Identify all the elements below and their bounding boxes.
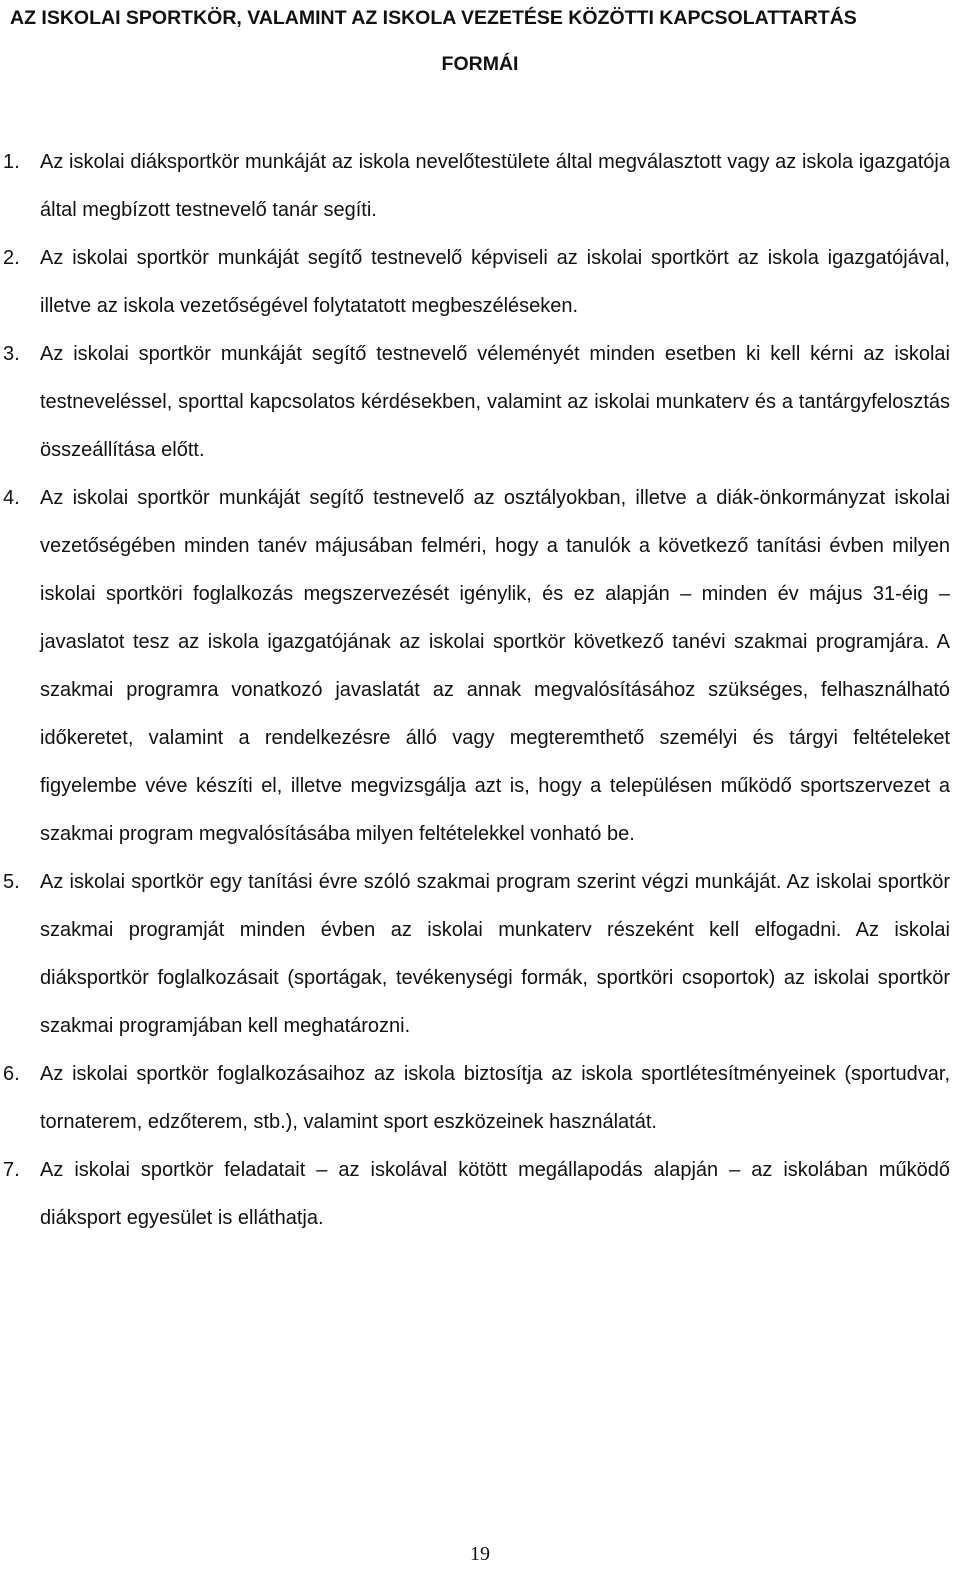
list-item-number: 1.: [3, 151, 20, 173]
list-item-text: Az iskolai diáksportkör munkáját az iskola nevelőtestülete által megválasztott vagy az iskola igazgatója által megbízott testnevelő tanár segíti.: [40, 151, 950, 221]
list-item-number: 6.: [3, 1063, 20, 1085]
list-item-number: 3.: [3, 343, 20, 365]
list-item-7: [0, 1146, 950, 1242]
list-item-number: 5.: [3, 871, 20, 893]
list-item-5: [0, 858, 950, 1050]
list-item-text: Az iskolai sportkör feladatait – az iskolával kötött megállapodás alapján – az iskolában működő diáksport egyesület is elláthatja.: [40, 1159, 950, 1229]
list-item-text: Az iskolai sportkör munkáját segítő testnevelő képviseli az iskolai sportkört az iskola igazgatójával, illetve az iskola vezetőségével folytatatott megbeszéléseken.: [40, 247, 950, 317]
list-item-number: 2.: [3, 247, 20, 269]
list-item-4: [0, 474, 950, 858]
page-title-continued: FORMÁI: [441, 53, 519, 75]
numbered-list: [0, 138, 960, 1242]
page-number: 19: [470, 1543, 490, 1565]
list-item-text: Az iskolai sportkör egy tanítási évre szóló szakmai program szerint végzi munkáját. Az iskolai sportkör szakmai programját minden évben az iskolai munkaterv részeként kell elfogadni. Az iskolai diáksportkör foglalkozásait (sportágak, tevékenységi formák, sportköri csoportok) az iskolai sportkör szakmai programjában kell meghatározni.: [40, 871, 950, 1037]
list-item-number: 4.: [3, 487, 20, 509]
list-item-number: 7.: [3, 1159, 20, 1181]
list-item-2: [0, 234, 950, 330]
list-item-1: [0, 138, 950, 234]
list-item-text: Az iskolai sportkör munkáját segítő testnevelő véleményét minden esetben ki kell kérni az iskolai testneveléssel, sporttal kapcsolatos kérdésekben, valamint az iskolai munkaterv és a tantárgyfelosztás összeállítása előtt.: [40, 343, 950, 461]
list-item-3: [0, 330, 950, 474]
list-item-6: [0, 1050, 950, 1146]
list-item-text: Az iskolai sportkör munkáját segítő testnevelő az osztályokban, illetve a diák-önkormányzat iskolai vezetőségében minden tanév májusában felméri, hogy a tanulók a következő tanítási évben milyen iskolai sportköri foglalkozás megszervezését igénylik, és ez alapján – minden év május 31-éig – javaslatot tesz az iskola igazgatójának az iskolai sportkör következő tanévi szakmai programjára. A szakmai programra vonatkozó javaslatát az annak megvalósításához szükséges, felhasználható időkeretet, valamint a rendelkezésre álló vagy megteremthető személyi és tárgyi feltételeket figyelembe véve készíti el, illetve megvizsgálja azt is, hogy a településen működő sportszervezet a szakmai program megvalósításába milyen feltételekkel vonható be.: [40, 487, 950, 845]
list-item-text: Az iskolai sportkör foglalkozásaihoz az iskola biztosítja az iskola sportlétesítményeinek (sportudvar, tornaterem, edzőterem, stb.), valamint sport eszközeinek használatát.: [40, 1063, 950, 1133]
page-title: AZ ISKOLAI SPORTKÖR, VALAMINT AZ ISKOLA VEZETÉSE KÖZÖTTI KAPCSOLATTARTÁS: [10, 7, 857, 29]
